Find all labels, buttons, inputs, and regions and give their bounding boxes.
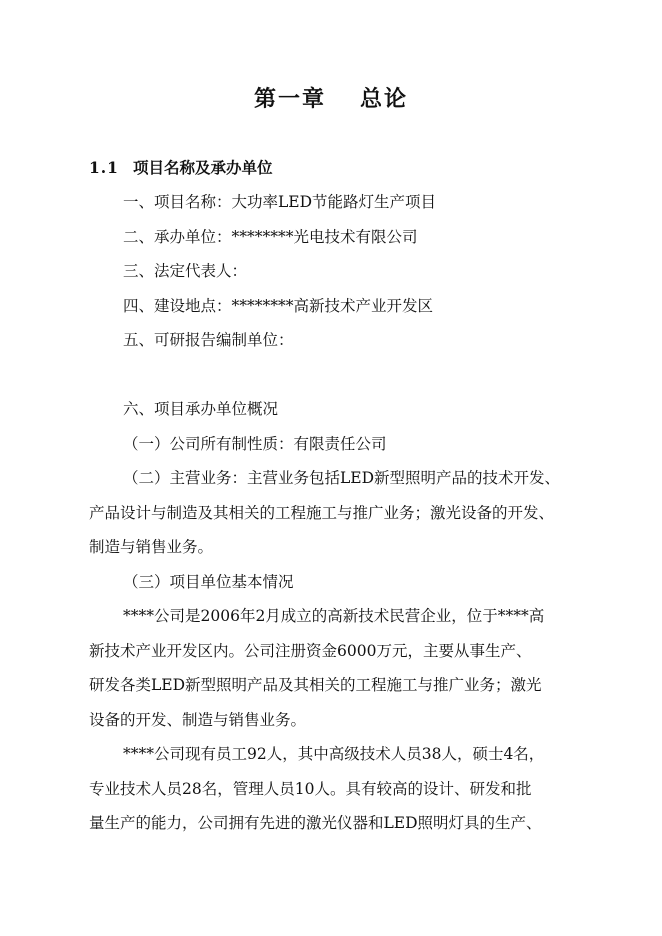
paragraph-1-line-4: 设备的开发、制造与销售业务。 [89,711,307,729]
subitem-main-business-line-2: 产品设计与制造及其相关的工程施工与推广业务；激光设备的开发、 [89,504,555,522]
section-heading [89,157,272,179]
paragraph-1-line-1: ****公司是2006年2月成立的高新技术民营企业，位于****高 [123,607,545,625]
section-number: 1.1 [89,158,119,177]
item-host-unit: 二、承办单位：********光电技术有限公司 [123,228,418,246]
chapter-number: 第一章 [253,86,326,112]
subitem-main-business-line-1: （二）主营业务：主营业务包括LED新型照明产品的技术开发、 [123,469,561,487]
item-unit-overview: 六、项目承办单位概况 [123,400,279,418]
subitem-ownership: （一）公司所有制性质：有限责任公司 [123,435,387,453]
subitem-basic-info: （三）项目单位基本情况 [123,573,294,591]
item-construction-site: 四、建设地点：********高新技术产业开发区 [123,297,434,315]
paragraph-2-line-2: 专业技术人员28名，管理人员10人。具有较高的设计、研发和批 [89,780,532,798]
chapter-name: 总论 [360,86,409,112]
item-report-compiler: 五、可研报告编制单位： [123,331,294,349]
item-project-name: 一、项目名称：大功率LED节能路灯生产项目 [123,193,437,211]
paragraph-2-line-1: ****公司现有员工92人，其中高级技术人员38人，硕士4名， [123,745,545,763]
item-legal-representative: 三、法定代表人： [123,262,248,280]
paragraph-1-line-2: 新技术产业开发区内。公司注册资金6000万元，主要从事生产、 [89,642,532,660]
paragraph-1-line-3: 研发各类LED新型照明产品及其相关的工程施工与推广业务；激光 [89,676,542,694]
paragraph-2-line-3: 量生产的能力，公司拥有先进的激光仪器和LED照明灯具的生产、 [89,814,542,832]
chapter-title [0,84,662,114]
section-title: 项目名称及承办单位 [132,158,273,177]
subitem-main-business-line-3: 制造与销售业务。 [89,538,214,556]
